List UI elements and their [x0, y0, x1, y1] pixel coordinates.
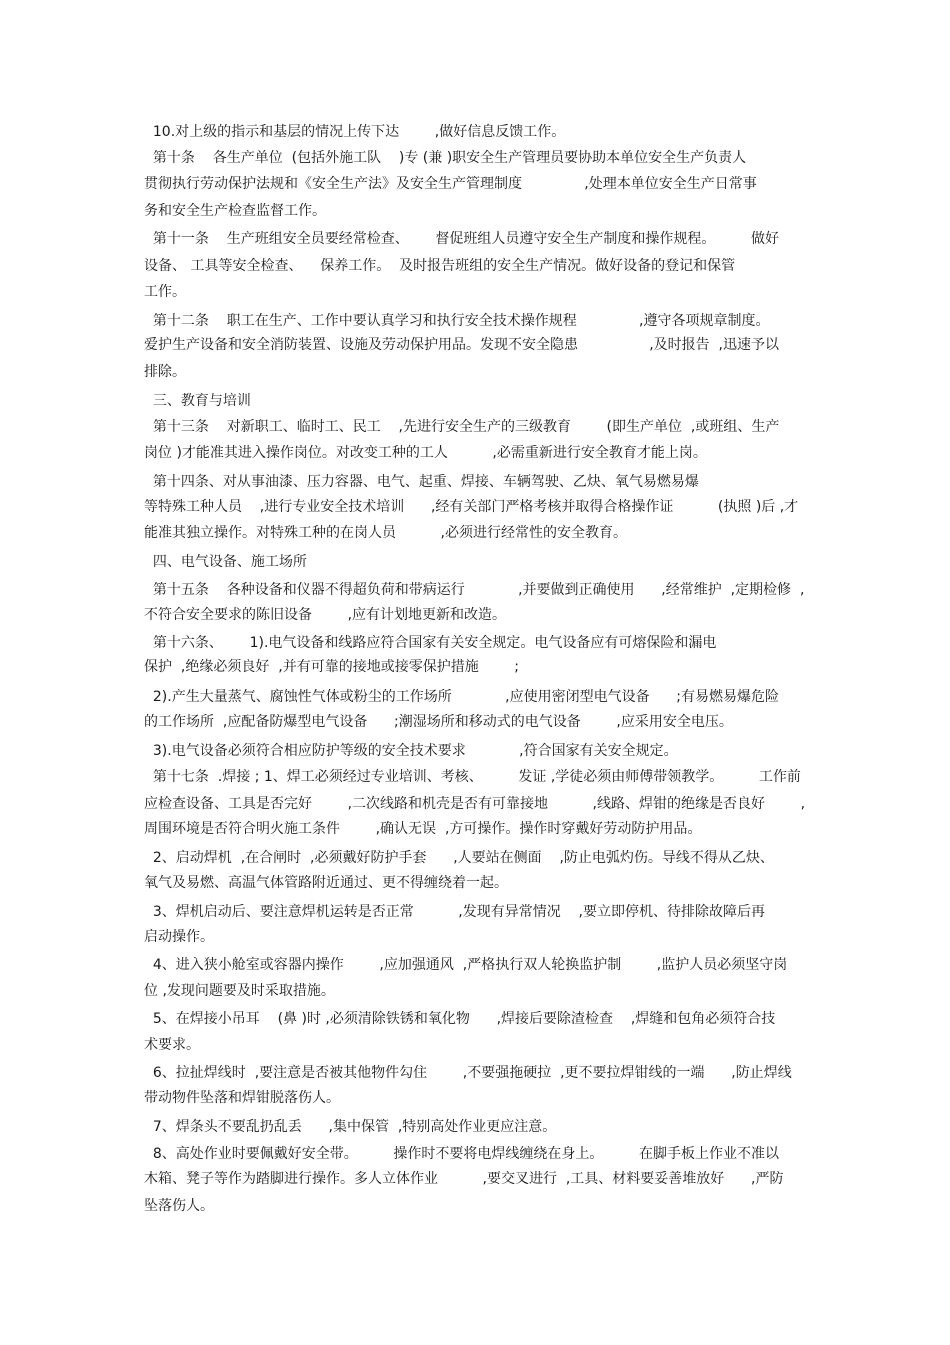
text-line: 爱护生产设备和安全消防装置、设施及劳动保护用品。发现不安全隐患 ,及时报告 ,迅速予以	[144, 337, 780, 353]
text-line: 工作。	[144, 284, 186, 300]
text-line: 3、焊机启动后、要注意焊机运转是否正常 ,发现有异常情况 ,要立即停机、待排除故障后再	[144, 904, 766, 920]
text-line: 第十五条 各种设备和仪器不得超负荷和带病运行 ,并要做到正确使用 ,经常维护 ,定期检修 ,	[144, 582, 805, 598]
text-line: 岗位 )才能准其进入操作岗位。对改变工种的工人 ,必需重新进行安全教育才能上岗。	[144, 445, 707, 461]
text-line: 第十六条、 1).电气设备和线路应符合国家有关安全规定。电气设备应有可熔保险和漏电	[144, 635, 717, 651]
text-line: 启动操作。	[144, 929, 214, 945]
text-line: 等特殊工种人员 ,进行专业安全技术培训 ,经有关部门严格考核并取得合格操作证 (执照 )后 ,才	[144, 499, 799, 515]
text-line: 7、焊条头不要乱扔乱丢 ,集中保管 ,特别高处作业更应注意。	[144, 1119, 557, 1135]
text-line: 不符合安全要求的陈旧设备 ,应有计划地更新和改造。	[144, 607, 507, 623]
text-line: 术要求。	[144, 1037, 200, 1053]
text-line: 4、进入狭小舱室或容器内操作 ,应加强通风 ,严格执行双人轮换监护制 ,监护人员必须坚守岗	[144, 957, 788, 973]
text-line: 保护 ,绝缘必须良好 ,并有可靠的接地或接零保护措施 ;	[144, 659, 520, 675]
text-line: 木箱、凳子等作为踏脚进行操作。多人立体作业 ,要交叉进行 ,工具、材料要妥善堆放好 ,严防	[144, 1171, 784, 1187]
text-line: 应检查设备、工具是否完好 ,二次线路和机壳是否有可靠接地 ,线路、焊钳的绝缘是否良好 ,	[144, 796, 806, 812]
section-heading: 三、教育与培训	[144, 393, 251, 409]
text-line: 5、在焊接小吊耳 (鼻 )时 ,必须清除铁锈和氧化物 ,焊接后要除渣检查 ,焊缝和包角必须符合技	[144, 1011, 776, 1027]
text-line: 带动物件坠落和焊钳脱落伤人。	[144, 1090, 340, 1106]
text-line: 第十三条 对新职工、临时工、民工 ,先进行安全生产的三级教育 (即生产单位 ,或班组、生产	[144, 419, 780, 435]
text-line: 第十四条、对从事油漆、压力容器、电气、起重、焊接、车辆驾驶、乙炔、氧气易燃易爆	[144, 474, 699, 490]
text-line: 氧气及易燃、高温气体管路附近通过、更不得缠绕着一起。	[144, 875, 508, 891]
text-line: 8、高处作业时要佩戴好安全带。 操作时不要将电焊线缠绕在身上。 在脚手板上作业不准以	[144, 1146, 780, 1162]
text-line: 第十条 各生产单位 (包括外施工队 )专 (兼 )职安全生产管理员要协助本单位安全生产负责人	[144, 150, 747, 166]
text-line: 务和安全生产检查监督工作。	[144, 203, 326, 219]
text-line: 的工作场所 ,应配备防爆型电气设备 ;潮湿场所和移动式的电气设备 ,应采用安全电压。	[144, 714, 733, 730]
text-line: 位 ,发现问题要及时采取措施。	[144, 983, 335, 999]
text-line: 10.对上级的指示和基层的情况上传下达 ,做好信息反馈工作。	[144, 124, 566, 140]
text-line: 第十二条 职工在生产、工作中要认真学习和执行安全技术操作规程 ,遵守各项规章制度。	[144, 313, 770, 329]
text-line: 第十七条 .焊接 ; 1、焊工必须经过专业培训、考核、 发证 ,学徒必须由师傅带领教学。 工作前	[144, 769, 801, 785]
section-heading: 四、电气设备、施工场所	[144, 554, 307, 570]
text-line: 2、启动焊机 ,在合闸时 ,必须戴好防护手套 ,人要站在侧面 ,防止电弧灼伤。导线不得从乙炔、	[144, 850, 774, 866]
text-line: 第十一条 生产班组安全员要经常检查、 督促班组人员遵守安全生产制度和操作规程。 做好	[144, 231, 780, 247]
text-line: 周围环境是否符合明火施工条件 ,确认无误 ,方可操作。操作时穿戴好劳动防护用品。	[144, 821, 702, 837]
text-line: 排除。	[144, 364, 186, 380]
text-line: 2).产生大量蒸气、腐蚀性气体或粉尘的工作场所 ,应使用密闭型电气设备 ;有易燃易爆危险	[144, 689, 779, 705]
text-line: 贯彻执行劳动保护法规和《安全生产法》及安全生产管理制度 ,处理本单位安全生产日常事	[144, 176, 757, 192]
text-line: 3).电气设备必须符合相应防护等级的安全技术要求 ,符合国家有关安全规定。	[144, 743, 678, 759]
text-line: 能准其独立操作。对特殊工种的在岗人员 ,必须进行经常性的安全教育。	[144, 525, 627, 541]
text-line: 6、拉扯焊线时 ,要注意是否被其他物件勾住 ,不要强拖硬拉 ,更不要拉焊钳线的一端 ,防止焊线	[144, 1065, 792, 1081]
text-line: 设备、 工具等安全检查、 保养工作。 及时报告班组的安全生产情况。做好设备的登记和保管	[144, 258, 736, 274]
text-line: 坠落伤人。	[144, 1198, 214, 1214]
